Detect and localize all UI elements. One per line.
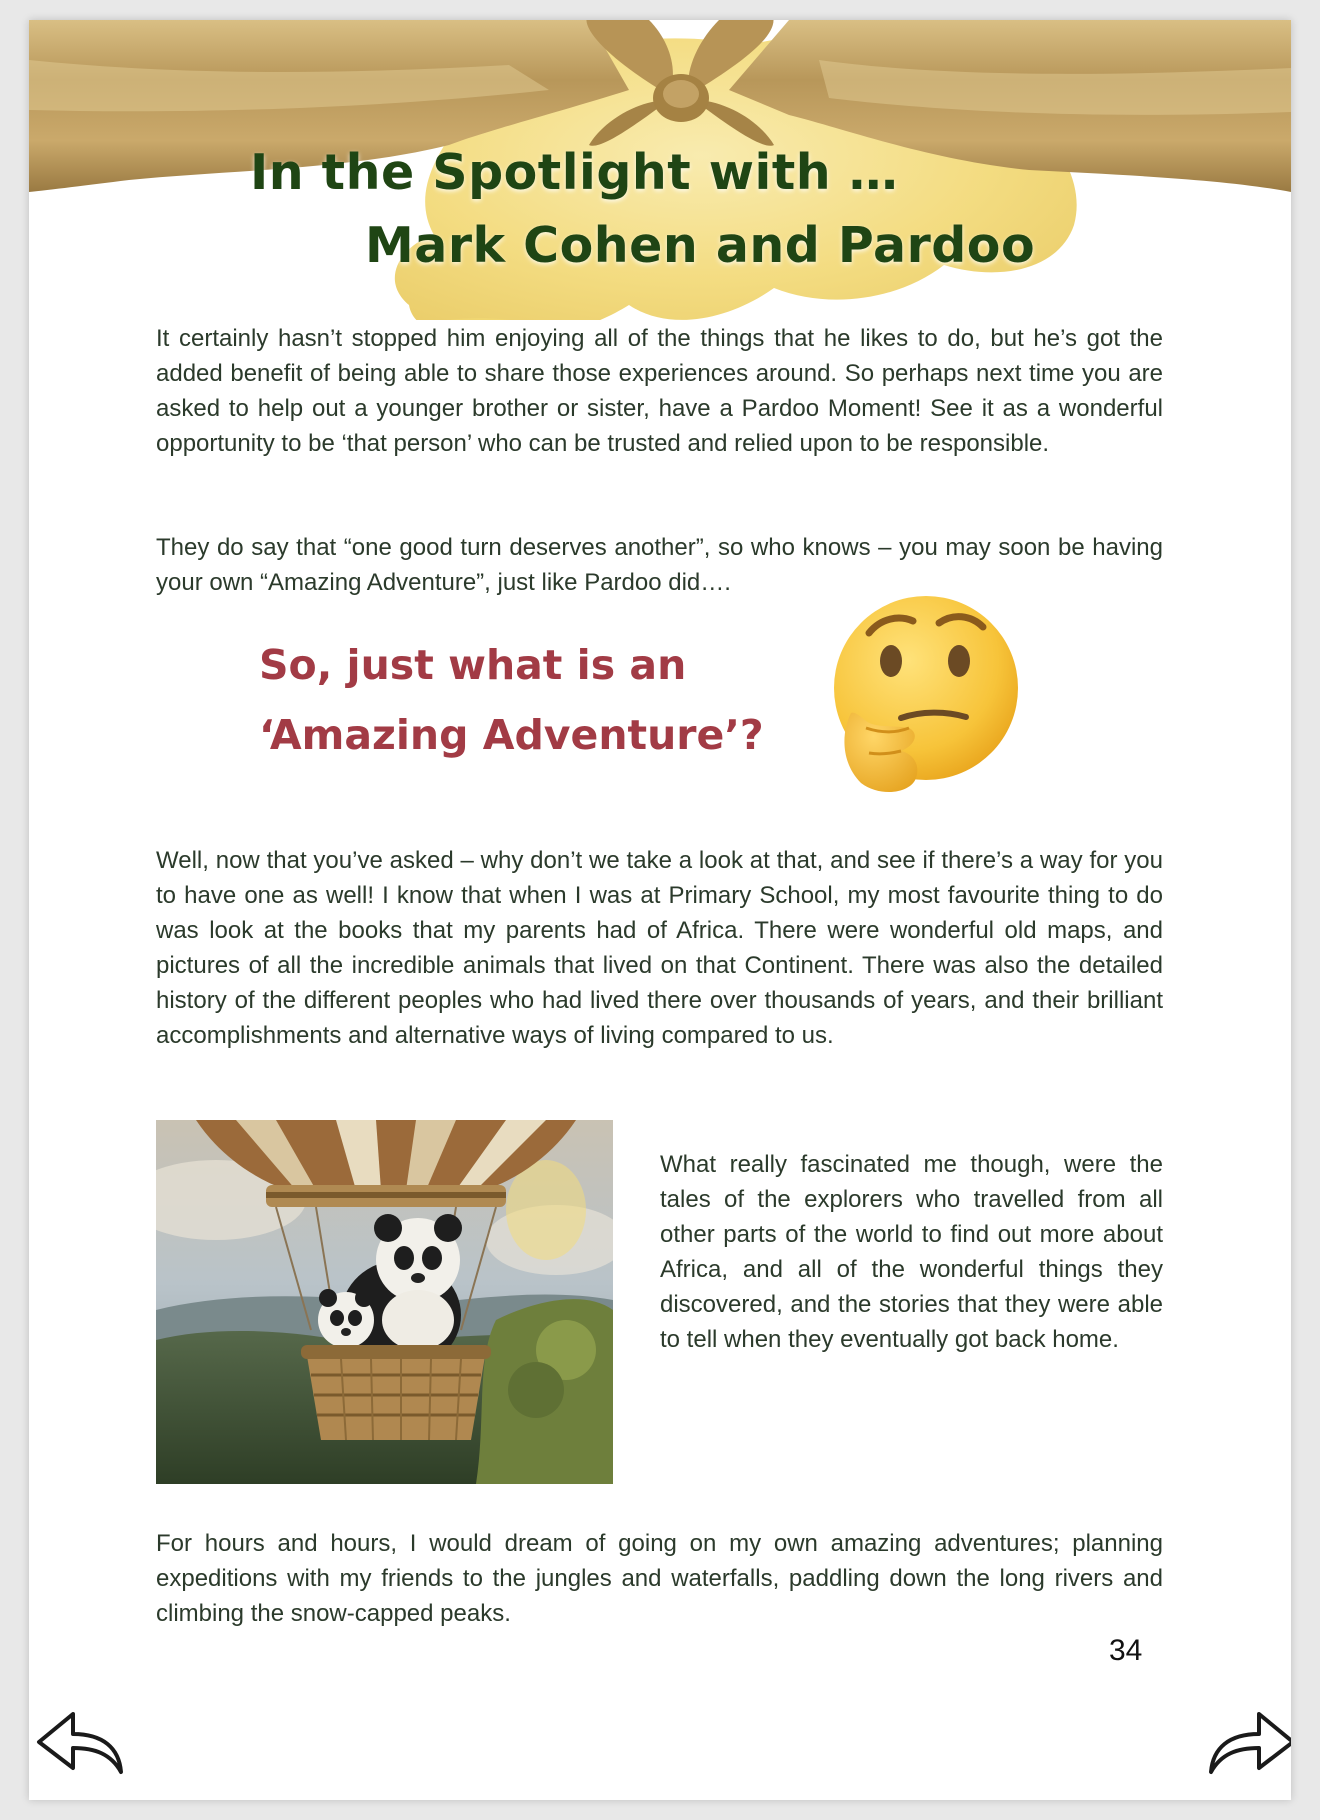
page-title-line1: In the Spotlight with …	[250, 144, 899, 201]
question-line2: ‘Amazing Adventure’?	[259, 711, 764, 759]
question-heading	[259, 630, 764, 770]
thinking-face-emoji-icon	[821, 593, 1021, 803]
body-paragraph: They do say that “one good turn deserves another”, so who knows – you may soon be having your own “Amazing Adventure”, just like Pardoo did….	[156, 534, 1163, 596]
page-title-line2: Mark Cohen and Pardoo	[365, 217, 1036, 274]
body-paragraph: For hours and hours, I would dream of going on my own amazing adventures; planning expeditions with my friends to the jungles and waterfalls, paddling down the long rivers and climbing the snow-capped peaks.	[156, 1530, 1163, 1627]
curved-forward-arrow-icon[interactable]	[1203, 1700, 1291, 1780]
body-paragraph: It certainly hasn’t stopped him enjoying all of the things that he likes to do, but he’s got the added benefit of being able to share those experiences around. So perhaps next time you are asked to help out a younger brother or sister, have a Pardoo Moment! See it as a wonderful opportunity to be ‘that person’ who can be trusted and relied upon to be responsible.	[156, 325, 1163, 457]
body-paragraph: What really fascinated me though, were the tales of the explorers who travelled from all other parts of the world to find out more about Africa, and all of the wonderful things they discovered, and the stories that they were able to tell when they eventually got back home.	[660, 1151, 1163, 1353]
curved-back-arrow-icon[interactable]	[33, 1700, 129, 1780]
page-number: 34	[1109, 1634, 1143, 1667]
magazine-page	[29, 20, 1291, 1800]
pandas-balloon-illustration	[156, 1120, 613, 1484]
question-line1: So, just what is an	[259, 641, 687, 689]
body-paragraph: Well, now that you’ve asked – why don’t we take a look at that, and see if there’s a way for you to have one as well! I know that when I was at Primary School, my most favourite thing to do was look at the books that my parents had of Africa. There were wonderful old maps, and pictures of all the incredible animals that lived on that Continent. There was also the detailed history of the different peoples who had lived there over thousands of years, and their brilliant accomplishments and alternative ways of living compared to us.	[156, 847, 1163, 1049]
